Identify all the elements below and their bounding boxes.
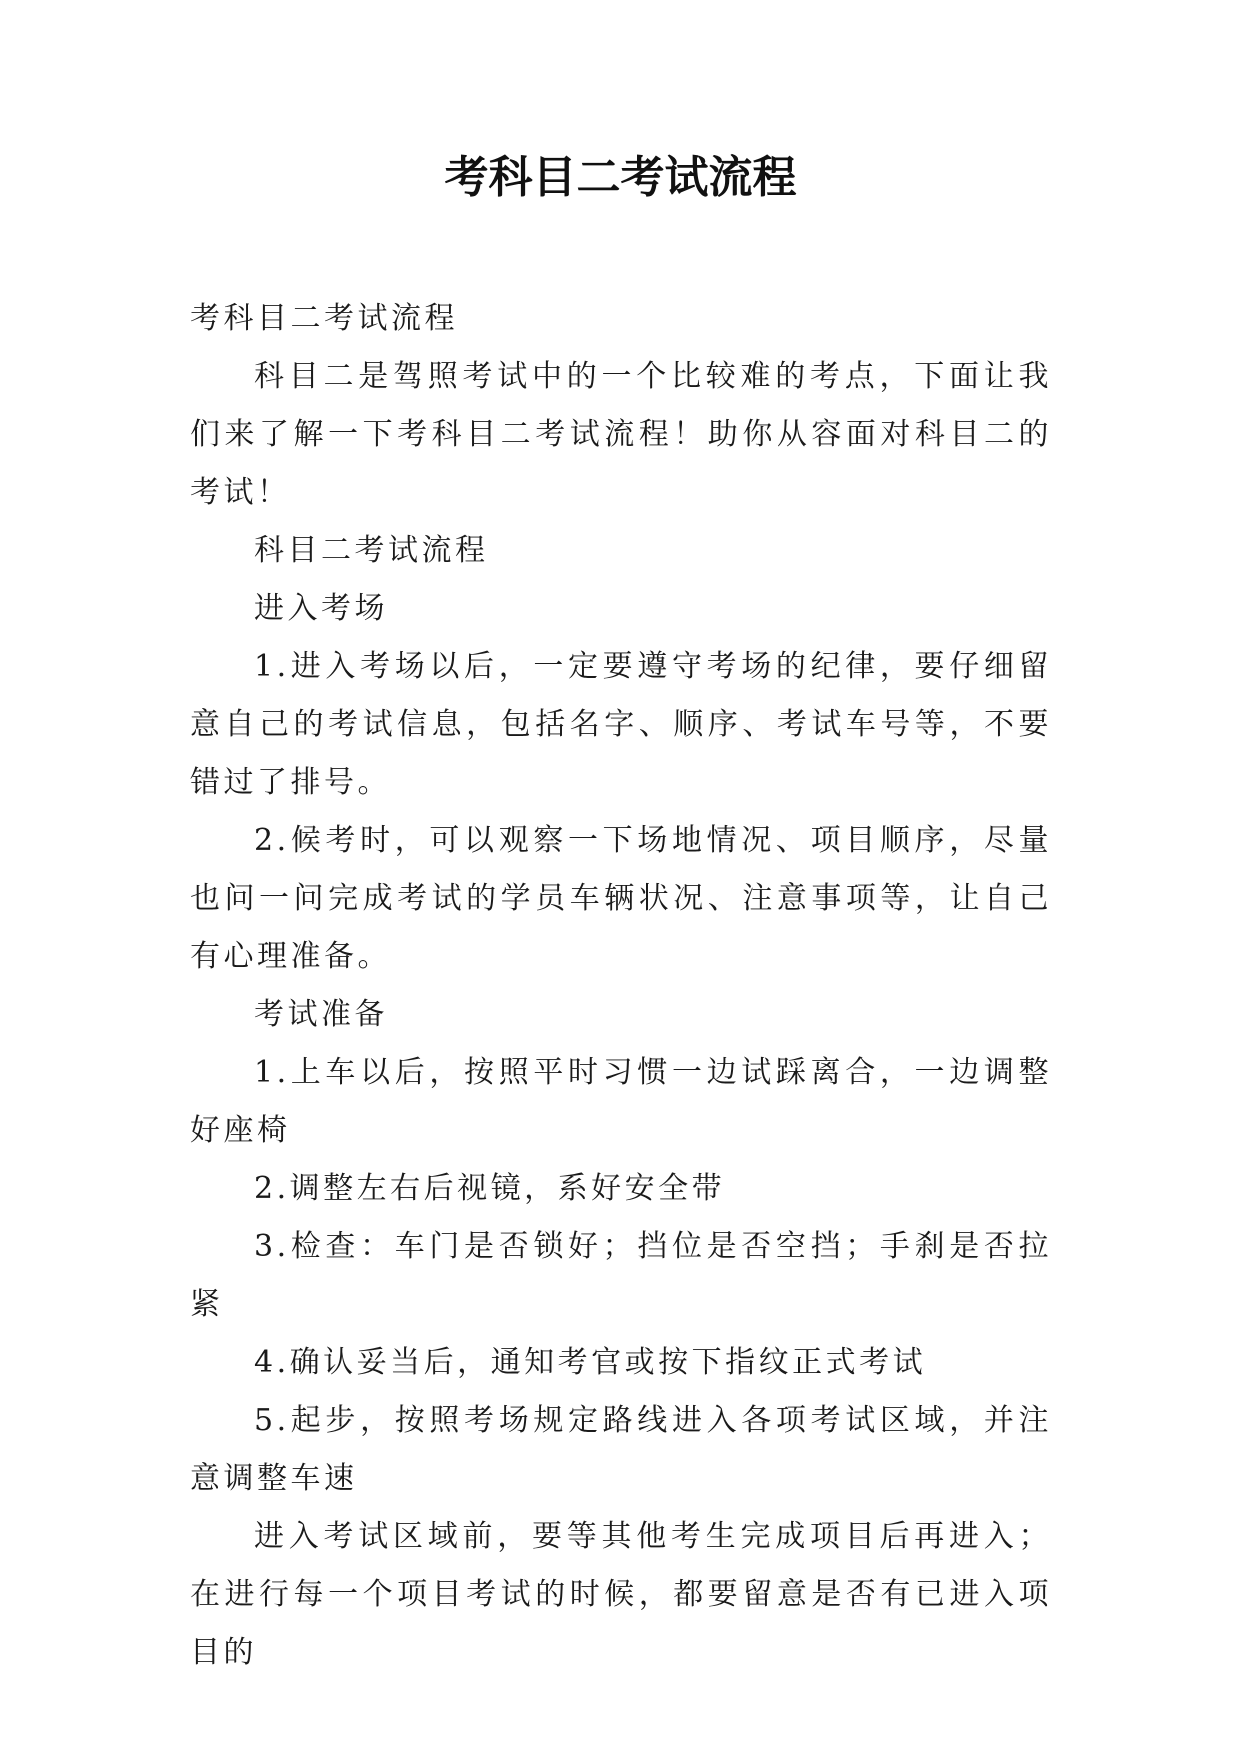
document-title: 考科目二考试流程 bbox=[444, 152, 797, 203]
paragraph-enter-venue-1: 1.进入考场以后，一定要遵守考场的纪律，要仔细留意自己的考试信息，包括名字、顺序、考试车号等，不要错过了排号。 bbox=[190, 649, 1052, 800]
paragraph-prep-1: 1.上车以后，按照平时习惯一边试踩离合，一边调整好座椅 bbox=[190, 1055, 1052, 1148]
paragraph-prep-5: 5.起步，按照考场规定路线进入各项考试区域，并注意调整车速 bbox=[190, 1403, 1052, 1496]
paragraph-prep-2: 2.调整左右后视镜，系好安全带 bbox=[254, 1171, 726, 1206]
paragraph-intro: 科目二是驾照考试中的一个比较难的考点，下面让我们来了解一下考科目二考试流程！助你从容面对科目二的考试！ bbox=[190, 359, 1052, 510]
section-heading-exam-prep: 考试准备 bbox=[254, 997, 388, 1032]
section-heading-enter-venue: 进入考场 bbox=[254, 591, 388, 626]
paragraph-enter-venue-2: 2.候考时，可以观察一下场地情况、项目顺序，尽量也问一问完成考试的学员车辆状况、注意事项等，让自己有心理准备。 bbox=[190, 823, 1052, 974]
paragraph-prep-4: 4.确认妥当后，通知考官或按下指纹正式考试 bbox=[254, 1345, 927, 1380]
section-heading-process: 科目二考试流程 bbox=[254, 533, 489, 568]
paragraph-prep-3: 3.检查：车门是否锁好；挡位是否空挡；手刹是否拉紧 bbox=[190, 1229, 1052, 1322]
paragraph-exam-area: 进入考试区域前，要等其他考生完成项目后再进入；在进行每一个项目考试的时候，都要留意是否有已进入项目的 bbox=[190, 1519, 1052, 1670]
document-body bbox=[190, 290, 1052, 1682]
paragraph-subtitle: 考科目二考试流程 bbox=[190, 301, 458, 336]
